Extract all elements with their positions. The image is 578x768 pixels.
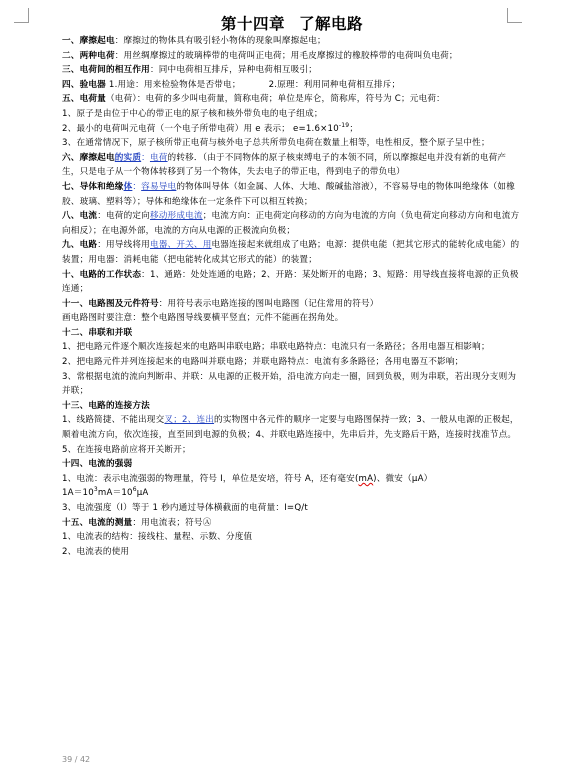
- section-9: 九、电路：用导线将用电器、开关、用电器连接起来就组成了电路；电源：提供电能（把其它形式的能转化成电能）的装置；用电器：消耗电能（把电能转化成其它形式的能）的装置；: [62, 240, 520, 265]
- section-14-units: $1A=10^3mA=10^6\mu A$: [62, 486, 149, 499]
- section-12-item-1: 1、把电路元件逐个顺次连接起来的电路叫串联电路；串联电路特点：电流只有一条路径；各用电器互相影响；: [62, 342, 490, 353]
- section-14-item-1: 1、电流：表示电流强弱的物理量，符号 I，单位是安培，符号 A，还有毫安(mA)、微安（μA）: [62, 473, 433, 484]
- section-15-item-2: 2、电流表的使用: [62, 546, 130, 557]
- section-13: 十三、电路的连接方法: [62, 400, 150, 411]
- section-5-item-3: 3、在通常情况下，原子核所带正电荷与核外电子总共所带负电荷在数量上相等，电性相反，整个原子呈中性；: [62, 138, 490, 149]
- section-13-body: 1、线路简捷、不能出现交叉；2、连出的实物图中各元件的顺序一定要与电路图保持一致；3、一般从电源的正极起，顺着电流方向，依次连接，直至回到电源的负极；4、并联电路连接中，先串后并，先支路后干路，连接时找准节点。5、在连接电路前应将开关断开；: [62, 415, 519, 455]
- section-4: 四、验电器 1.用途：用来检验物体是否带电； 2.原理：利用同种电荷相互排斥；: [62, 79, 401, 90]
- chapter-title: 第十四章 了解电路: [220, 14, 364, 33]
- section-1: 一、摩擦起电：摩擦过的物体具有吸引轻小物体的现象叫摩擦起电；: [62, 36, 326, 46]
- section-5-item-1: 1、原子是由位于中心的带正电的原子核和核外带负电的电子组成；: [62, 108, 323, 119]
- section-11: 十一、电路图及元件符号：用符号表示电路连接的图叫电路图（记住常用的符号）: [62, 298, 379, 309]
- section-15-item-1: 1、电流表的结构：接线柱、量程、示数、分度值: [62, 532, 253, 543]
- section-7: 七、导体和绝缘体：容易导电的物体叫导体（如金属、人体、大地、酸碱盐溶液），不容易导电的物体叫绝缘体（如橡胶、玻璃、塑料等）；导体和绝缘体在一定条件下可以相互转换；: [62, 181, 516, 207]
- section-14: 十四、电流的强弱: [62, 459, 133, 470]
- section-2: 二、两种电荷：用丝绸摩擦过的玻璃棒带的电荷叫正电荷；用毛皮摩擦过的橡胶棒带的电荷叫负电荷；: [62, 50, 458, 61]
- section-5: 五、电荷量（电荷）：电荷的多少叫电荷量，简称电荷；单位是库仑，简称库，符号为 C；元电荷：: [62, 94, 445, 105]
- section-12-item-3: 3、常根据电流的流向判断串、并联：从电源的正极开始，沿电流方向走一圈，回到负极，则为串联，若出现分支则为并联；: [62, 371, 517, 397]
- page-corner-mark-left: [14, 8, 29, 23]
- section-12-item-2: 2、把电路元件并列连接起来的电路叫并联电路；并联电路特点：电流有多条路径；各用电器互不影响；: [62, 357, 464, 368]
- section-14-item-3: 3、电流强度（I）等于 1 秒内通过导体横截面的电荷量：I=Q/t: [62, 503, 308, 513]
- section-11-note: 画电路图时要注意：整个电路图导线要横平竖直；元件不能画在拐角处。: [62, 313, 344, 324]
- section-10: 十、电路的工作状态：1、通路：处处连通的电路；2、开路：某处断开的电路；3、短路：用导线直接将电源的正负极连通；: [62, 269, 519, 295]
- section-15: 十五、电流的测量：用电流表；符号Ⓐ: [62, 517, 212, 528]
- section-5-item-2: 2、最小的电荷叫元电荷（一个电子所带电荷）用 e 表示； $e=1.6\times 10^{-19}$；: [62, 121, 359, 134]
- document-page: [62, 14, 522, 559]
- section-3: 三、电荷间的相互作用：同中电荷相互排斥，异种电荷相互吸引；: [62, 65, 318, 76]
- section-12: 十二、串联和并联: [62, 327, 133, 338]
- page-number: 39 / 42: [62, 755, 91, 764]
- section-8: 八、电流：电荷的定向移动形成电流；电流方向：正电荷定向移动的方向为电流的方向（负电荷定向移动方向和电流方向相反）；在电源外部，电流的方向从电源的正极流向负极；: [62, 211, 520, 236]
- section-6: 六、摩擦起电的实质：电荷的转移．（由于不同物体的原子核束缚电子的本领不同，所以摩擦起电并没有新的电荷产生，只是电子从一个物体转移到了另一个物体，失去电子的带正电，得到电子的带负电）: [62, 152, 507, 178]
